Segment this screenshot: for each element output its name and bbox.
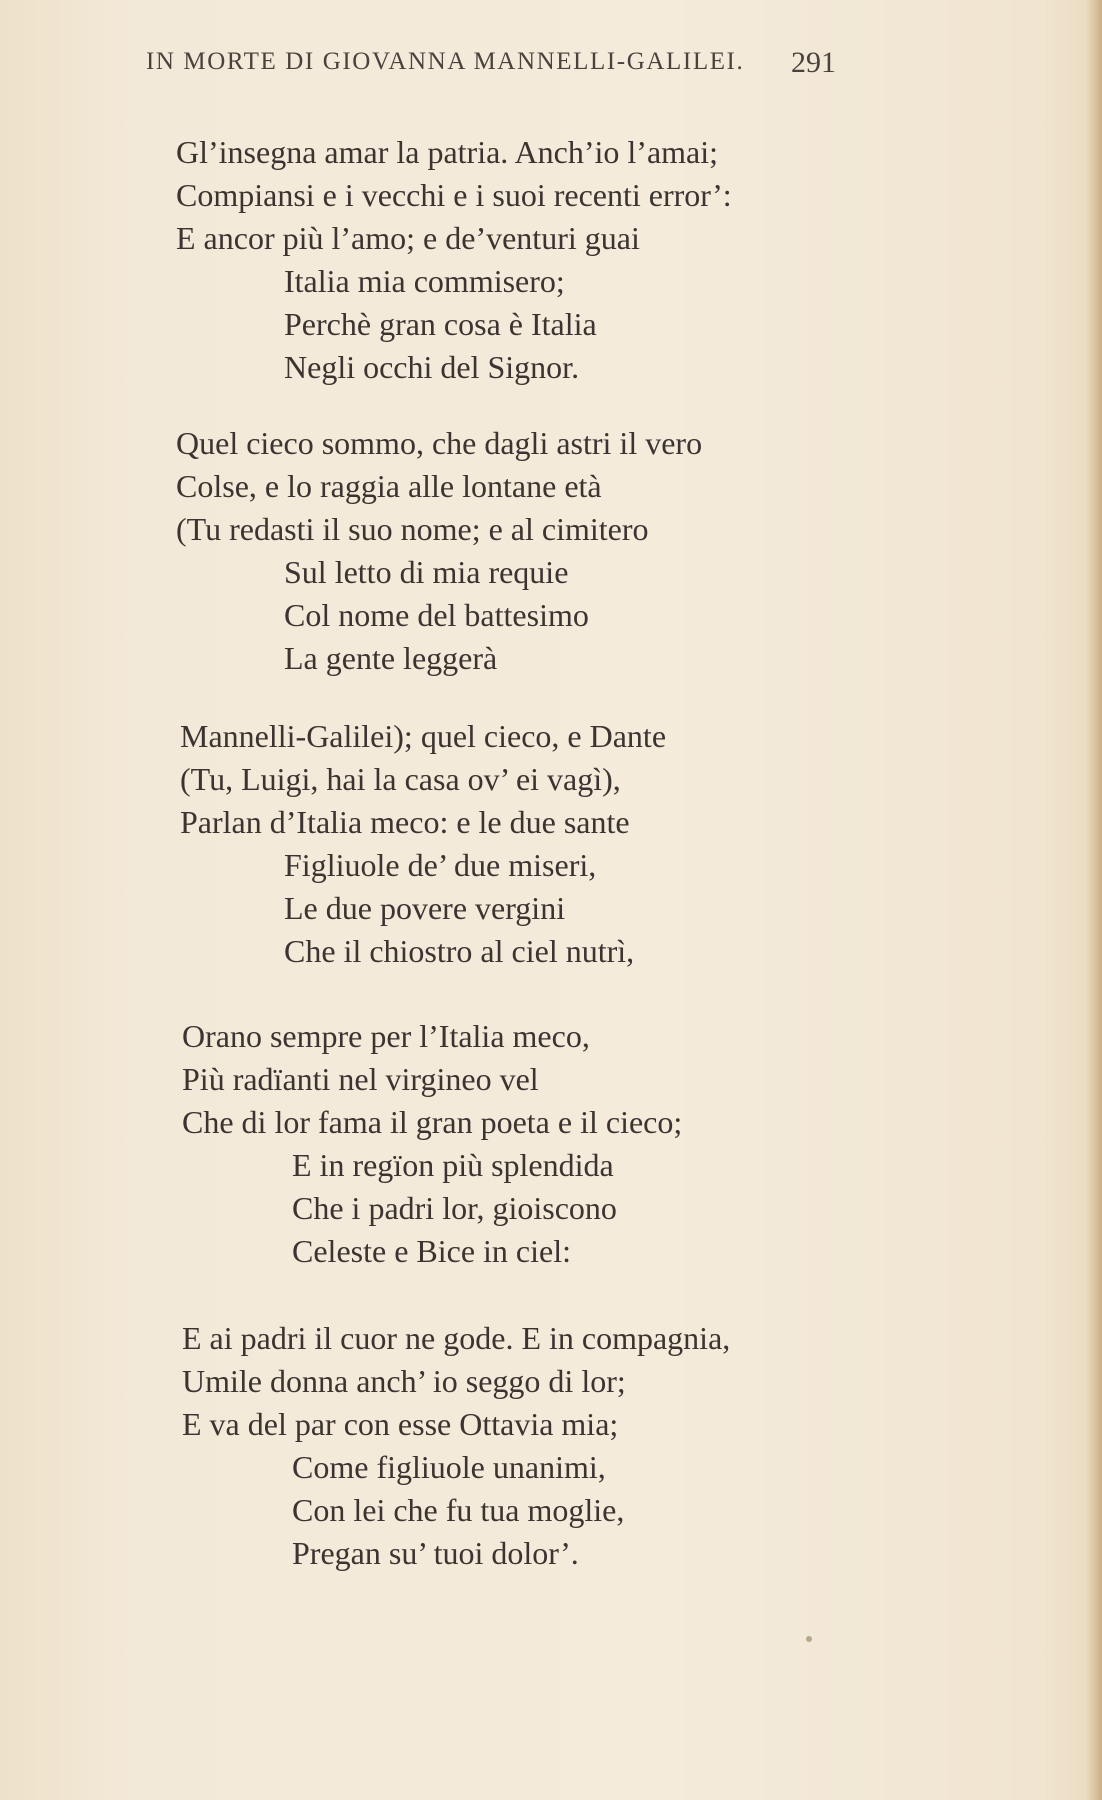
verse-line: E ai padri il cuor ne gode. E in compagnia, <box>182 1320 731 1356</box>
verse-line: E ancor più l’amo; e de’venturi guai <box>176 220 640 256</box>
verse-line: Più radïanti nel virgineo vel <box>182 1061 539 1097</box>
verse-line: Che di lor fama il gran poeta e il cieco; <box>182 1104 683 1140</box>
verse-line-indented: Le due povere vergini <box>284 890 566 926</box>
verse-line: Parlan d’Italia meco: e le due sante <box>180 804 630 840</box>
verse-line-indented: Con lei che fu tua moglie, <box>292 1492 625 1528</box>
verse-line: Quel cieco sommo, che dagli astri il vero <box>176 425 703 461</box>
verse-line: Colse, e lo raggia alle lontane età <box>176 468 602 504</box>
verse-line-indented: E in regïon più splendida <box>292 1147 614 1183</box>
verse-line: Compiansi e i vecchi e i suoi recenti error’: <box>176 177 732 213</box>
verse-line-indented: Negli occhi del Signor. <box>284 349 580 385</box>
verse-line: E va del par con esse Ottavia mia; <box>182 1406 619 1442</box>
verse-line: (Tu, Luigi, hai la casa ov’ ei vagì), <box>180 761 621 797</box>
page-number: 291 <box>791 46 836 79</box>
verse-line-indented: Figliuole de’ due miseri, <box>284 847 597 883</box>
verse-line-indented: Come figliuole unanimi, <box>292 1449 606 1485</box>
verse-line-indented: Sul letto di mia requie <box>284 554 569 590</box>
verse-line-indented: Pregan su’ tuoi dolor’. <box>292 1535 579 1571</box>
verse-line: (Tu redasti il suo nome; e al cimitero <box>176 511 649 547</box>
verse-line-indented: Italia mia commisero; <box>284 263 565 299</box>
page-edge-shadow <box>1086 0 1102 1800</box>
verse-line-indented: Col nome del battesimo <box>284 597 589 633</box>
verse-line-indented: Che i padri lor, gioiscono <box>292 1190 617 1226</box>
page-header <box>146 48 836 88</box>
verse-line: Orano sempre per l’Italia meco, <box>182 1018 590 1054</box>
verse-line: Gl’insegna amar la patria. Anch’io l’amai; <box>176 134 719 170</box>
verse-line-indented: Perchè gran cosa è Italia <box>284 306 597 342</box>
verse-line: Mannelli-Galilei); quel cieco, e Dante <box>180 718 667 754</box>
verse-line-indented: La gente leggerà <box>284 640 498 676</box>
verse-line-indented: Celeste e Bice in ciel: <box>292 1233 571 1269</box>
verse-line-indented: Che il chiostro al ciel nutrì, <box>284 933 635 969</box>
verse-line: Umile donna anch’ io seggo di lor; <box>182 1363 626 1399</box>
running-head: IN MORTE DI GIOVANNA MANNELLI-GALILEI. <box>146 48 745 75</box>
paper-speck <box>806 1636 812 1642</box>
